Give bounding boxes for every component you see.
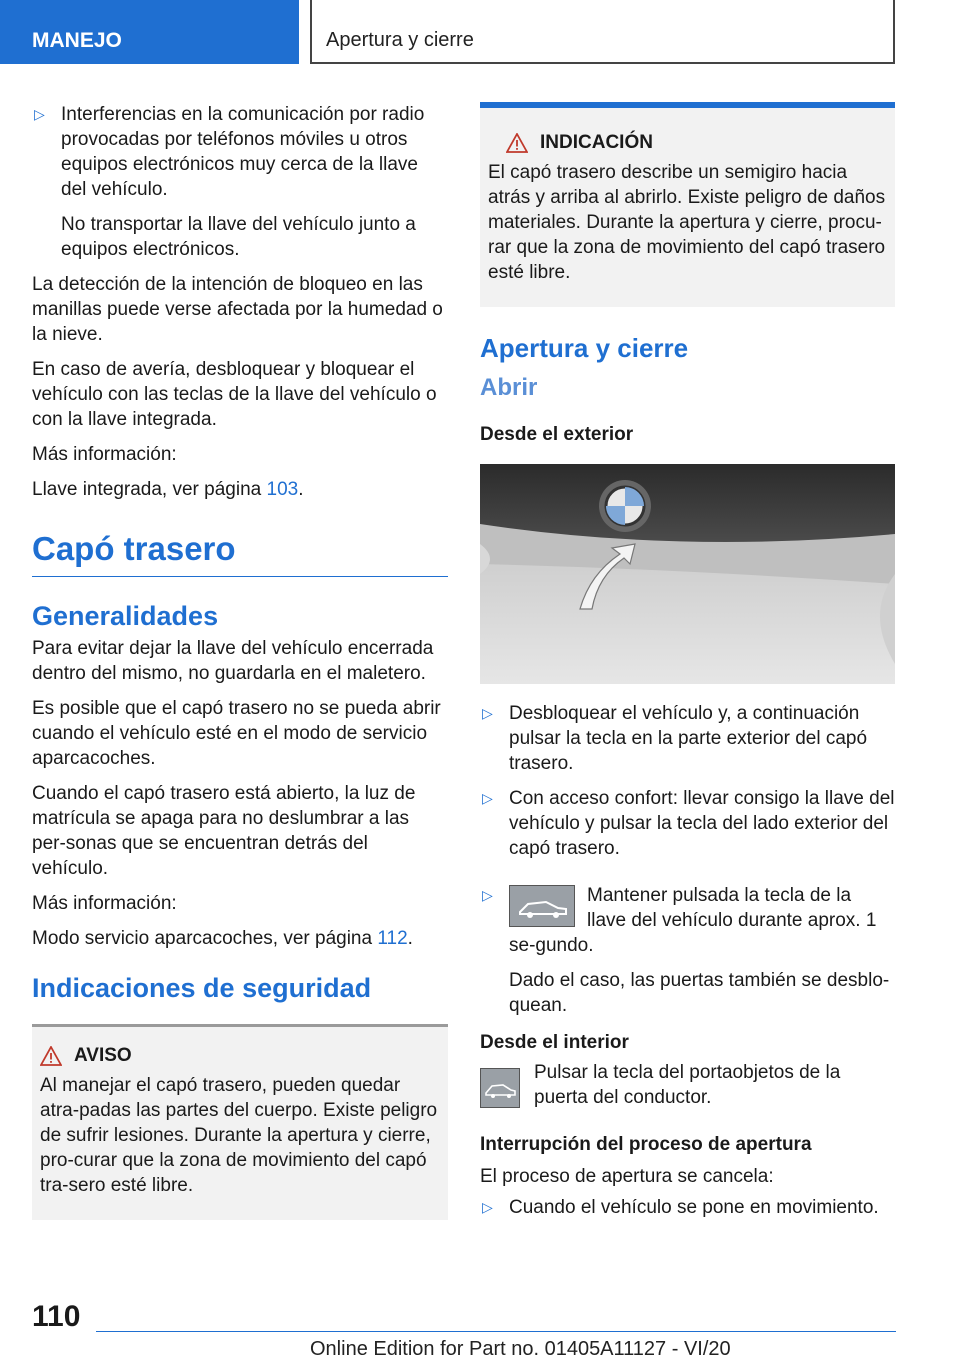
subsection-title: Abrir [480, 374, 538, 401]
paragraph: Cuando el capó trasero está abierto, la luz de matrícula se apaga para no deslumbrar a las per-sonas que se encuentran detrás del vehículo. [32, 783, 416, 879]
paragraph: Modo servicio aparcacoches, ver página 112. [32, 928, 413, 949]
section-title: Indicaciones de seguridad [32, 973, 372, 1003]
warning-box [32, 1024, 448, 1220]
car-trunk-key-icon [480, 1068, 520, 1108]
trunk-button-photo [480, 464, 895, 684]
section-title: Apertura y cierre [480, 333, 689, 363]
paragraph: Más información: [32, 893, 177, 914]
interior-instruction: Pulsar la tecla del portaobjetos de la puerta del conductor. [480, 1060, 895, 1110]
page-link-103[interactable]: 103 [266, 479, 299, 500]
page-header-title: Apertura y cierre [326, 29, 474, 51]
bullet-note: No transportar la llave del vehículo junto a equipos electrónicos. [61, 214, 416, 260]
bullet-note: Dado el caso, las puertas también se desblo-quean. [509, 970, 890, 1016]
section-label: MANEJO [32, 29, 122, 52]
car-trunk-key-icon [509, 885, 575, 927]
warning-triangle-icon [506, 133, 528, 153]
notice-box-text: El capó trasero describe un semigiro hacia atrás y arriba al abrirlo. Existe peligro de daños materiales. Durante la apertura y cierre, procu-rar que la zona de movimiento del capó trasero esté libre. [488, 162, 886, 283]
section-tab [0, 0, 299, 64]
page-number: 110 [32, 1300, 81, 1333]
warning-box-title: AVISO [40, 1045, 440, 1067]
warning-triangle-icon [40, 1046, 62, 1066]
sub-heading: Interrupción del proceso de apertura [480, 1134, 812, 1155]
triangle-right-icon: ▷ [34, 106, 45, 122]
chapter-title: Capó trasero [32, 530, 448, 577]
triangle-right-icon: ▷ [482, 1199, 493, 1215]
paragraph: Más información: [32, 444, 177, 465]
page-header [310, 0, 895, 64]
warning-box-text: Al manejar el capó trasero, pueden quedar atra-padas las partes del cuerpo. Existe peligro de sufrir lesiones. Durante la apertura y cierre, pro-curar que la zona de movimiento del capó tra-sero esté libre. [40, 1075, 438, 1196]
sub-heading: Desde el exterior [480, 424, 634, 445]
list-item: ▷ Mantener pulsada la tecla de la llave del vehículo durante aprox. 1 se-gundo. [482, 885, 877, 956]
triangle-right-icon: ▷ [482, 705, 493, 721]
triangle-right-icon: ▷ [482, 887, 493, 903]
paragraph: La detección de la intención de bloqueo en las manillas puede verse afectada por la humedad o la nieve. [32, 274, 443, 345]
paragraph: Llave integrada, ver página 103. [32, 479, 304, 500]
paragraph: Es posible que el capó trasero no se pueda abrir cuando el vehículo esté en el modo de servicio aparcacoches. [32, 698, 441, 769]
section-title: Generalidades [32, 601, 219, 631]
list-item: ▷ Cuando el vehículo se pone en movimiento. [482, 1197, 879, 1218]
right-column [480, 102, 895, 1230]
list-item: ▷ Desbloquear el vehículo y, a continuación pulsar la tecla en la parte exterior del capó trasero. [482, 703, 868, 774]
footer-divider [96, 1331, 896, 1332]
paragraph: Para evitar dejar la llave del vehículo encerrada dentro del mismo, no guardarla en el maletero. [32, 638, 434, 684]
list-item: ▷ Interferencias en la comunicación por radio provocadas por teléfonos móviles u otros equipos electrónicos muy cerca de la llave del vehículo. [34, 104, 425, 200]
left-column [32, 102, 448, 1220]
edition-text: Online Edition for Part no. 01405A11127 - VI/20 [310, 1338, 731, 1360]
triangle-right-icon: ▷ [482, 790, 493, 806]
notice-box-title: INDICACIÓN [488, 132, 887, 154]
page-link-112[interactable]: 112 [377, 928, 408, 949]
paragraph: En caso de avería, desbloquear y bloquear el vehículo con las teclas de la llave del vehículo o con la llave integrada. [32, 359, 437, 430]
paragraph: El proceso de apertura se cancela: [480, 1166, 774, 1187]
notice-box [480, 102, 895, 307]
list-item: ▷ Con acceso confort: llevar consigo la llave del vehículo y pulsar la tecla del lado exterior del capó trasero. [482, 788, 895, 859]
sub-heading: Desde el interior [480, 1032, 629, 1053]
